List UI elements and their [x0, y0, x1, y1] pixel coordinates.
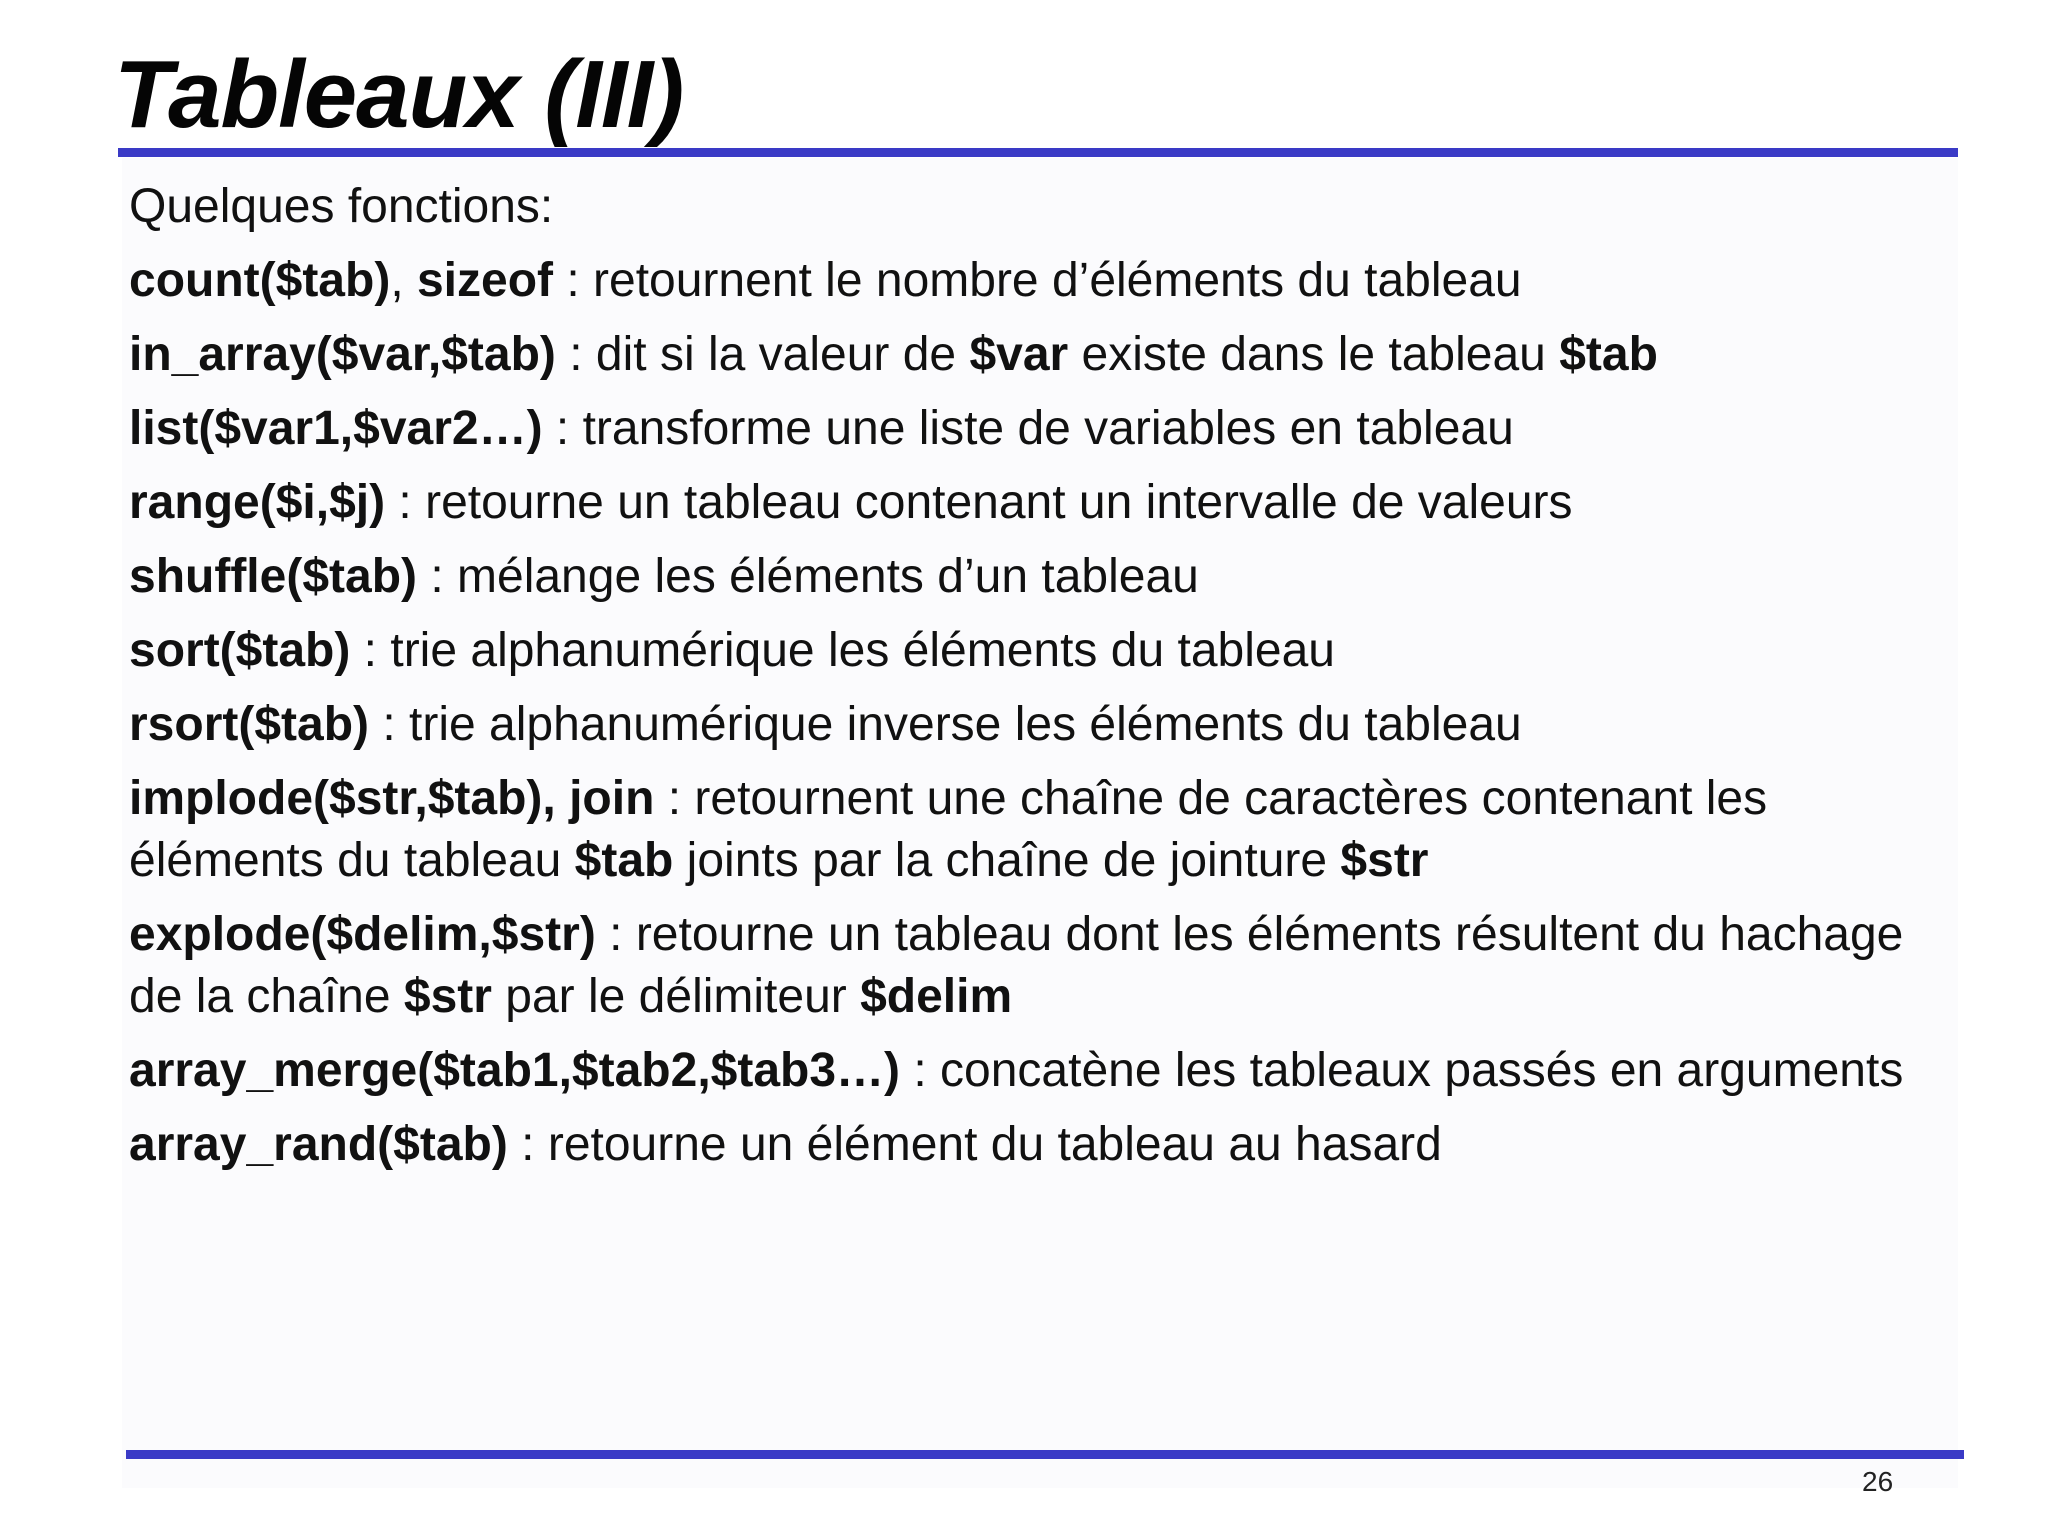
function-list — [129, 250, 1959, 1176]
function-description: , — [390, 254, 417, 307]
function-description: : retourne un tableau contenant un intervalle de valeurs — [385, 476, 1573, 529]
function-signature: list($var1,$var2…) — [129, 402, 543, 455]
function-entry — [129, 324, 1959, 386]
function-description: : concatène les tableaux passés en arguments — [900, 1044, 1904, 1097]
function-signature: explode($delim,$str) — [129, 908, 596, 961]
slide-body — [129, 176, 1959, 1188]
function-description: : trie alphanumérique inverse les éléments du tableau — [369, 698, 1522, 751]
function-signature: range($i,$j) — [129, 476, 386, 529]
function-entry — [129, 694, 1959, 756]
function-signature: implode($str,$tab), join — [129, 772, 655, 825]
function-signature: array_merge($tab1,$tab2,$tab3…) — [129, 1044, 901, 1097]
function-entry — [129, 904, 1959, 1028]
function-signature: sort($tab) — [129, 624, 351, 677]
function-signature: in_array($var,$tab) — [129, 328, 556, 381]
function-description: : retournent le nombre d’éléments du tableau — [553, 254, 1522, 307]
function-entry — [129, 250, 1959, 312]
function-signature: $delim — [860, 970, 1013, 1023]
function-description: : trie alphanumérique les éléments du tableau — [350, 624, 1335, 677]
function-signature: sizeof — [416, 254, 554, 307]
function-signature: $tab — [1559, 328, 1658, 381]
function-entry — [129, 472, 1959, 534]
footer-rule — [126, 1450, 1964, 1459]
function-description: : retournent une chaîne de caractères contenant les éléments du tableau — [129, 772, 1768, 887]
function-description: existe dans le tableau — [1068, 328, 1560, 381]
function-description: : retourne un élément du tableau au hasard — [507, 1118, 1442, 1171]
page-number: 26 — [1862, 1466, 1894, 1497]
function-signature: $str — [1340, 834, 1429, 887]
function-signature: $str — [403, 970, 492, 1023]
function-description: : transforme une liste de variables en tableau — [542, 402, 1514, 455]
function-description: : mélange les éléments d’un tableau — [417, 550, 1199, 603]
function-description: : retourne un tableau dont les éléments résultent du hachage de la chaîne — [129, 908, 1904, 1023]
function-entry — [129, 546, 1959, 608]
function-signature: count($tab) — [129, 254, 391, 307]
function-signature: array_rand($tab) — [129, 1118, 508, 1171]
function-description: joints par la chaîne de jointure — [673, 834, 1341, 887]
function-signature: shuffle($tab) — [129, 550, 417, 603]
function-entry — [129, 398, 1959, 460]
title-underline — [118, 148, 1958, 157]
function-signature: $tab — [574, 834, 674, 887]
intro-text: Quelques fonctions: — [129, 180, 554, 233]
function-signature: $var — [969, 328, 1069, 381]
function-description: par le délimiteur — [491, 970, 861, 1023]
function-entry — [129, 1040, 1959, 1102]
function-entry — [129, 1114, 1959, 1176]
slide-title: Tableaux (III) — [114, 41, 684, 148]
function-entry — [129, 768, 1959, 892]
function-entry — [129, 620, 1959, 682]
function-description: : dit si la valeur de — [555, 328, 970, 381]
function-signature: rsort($tab) — [129, 698, 370, 751]
